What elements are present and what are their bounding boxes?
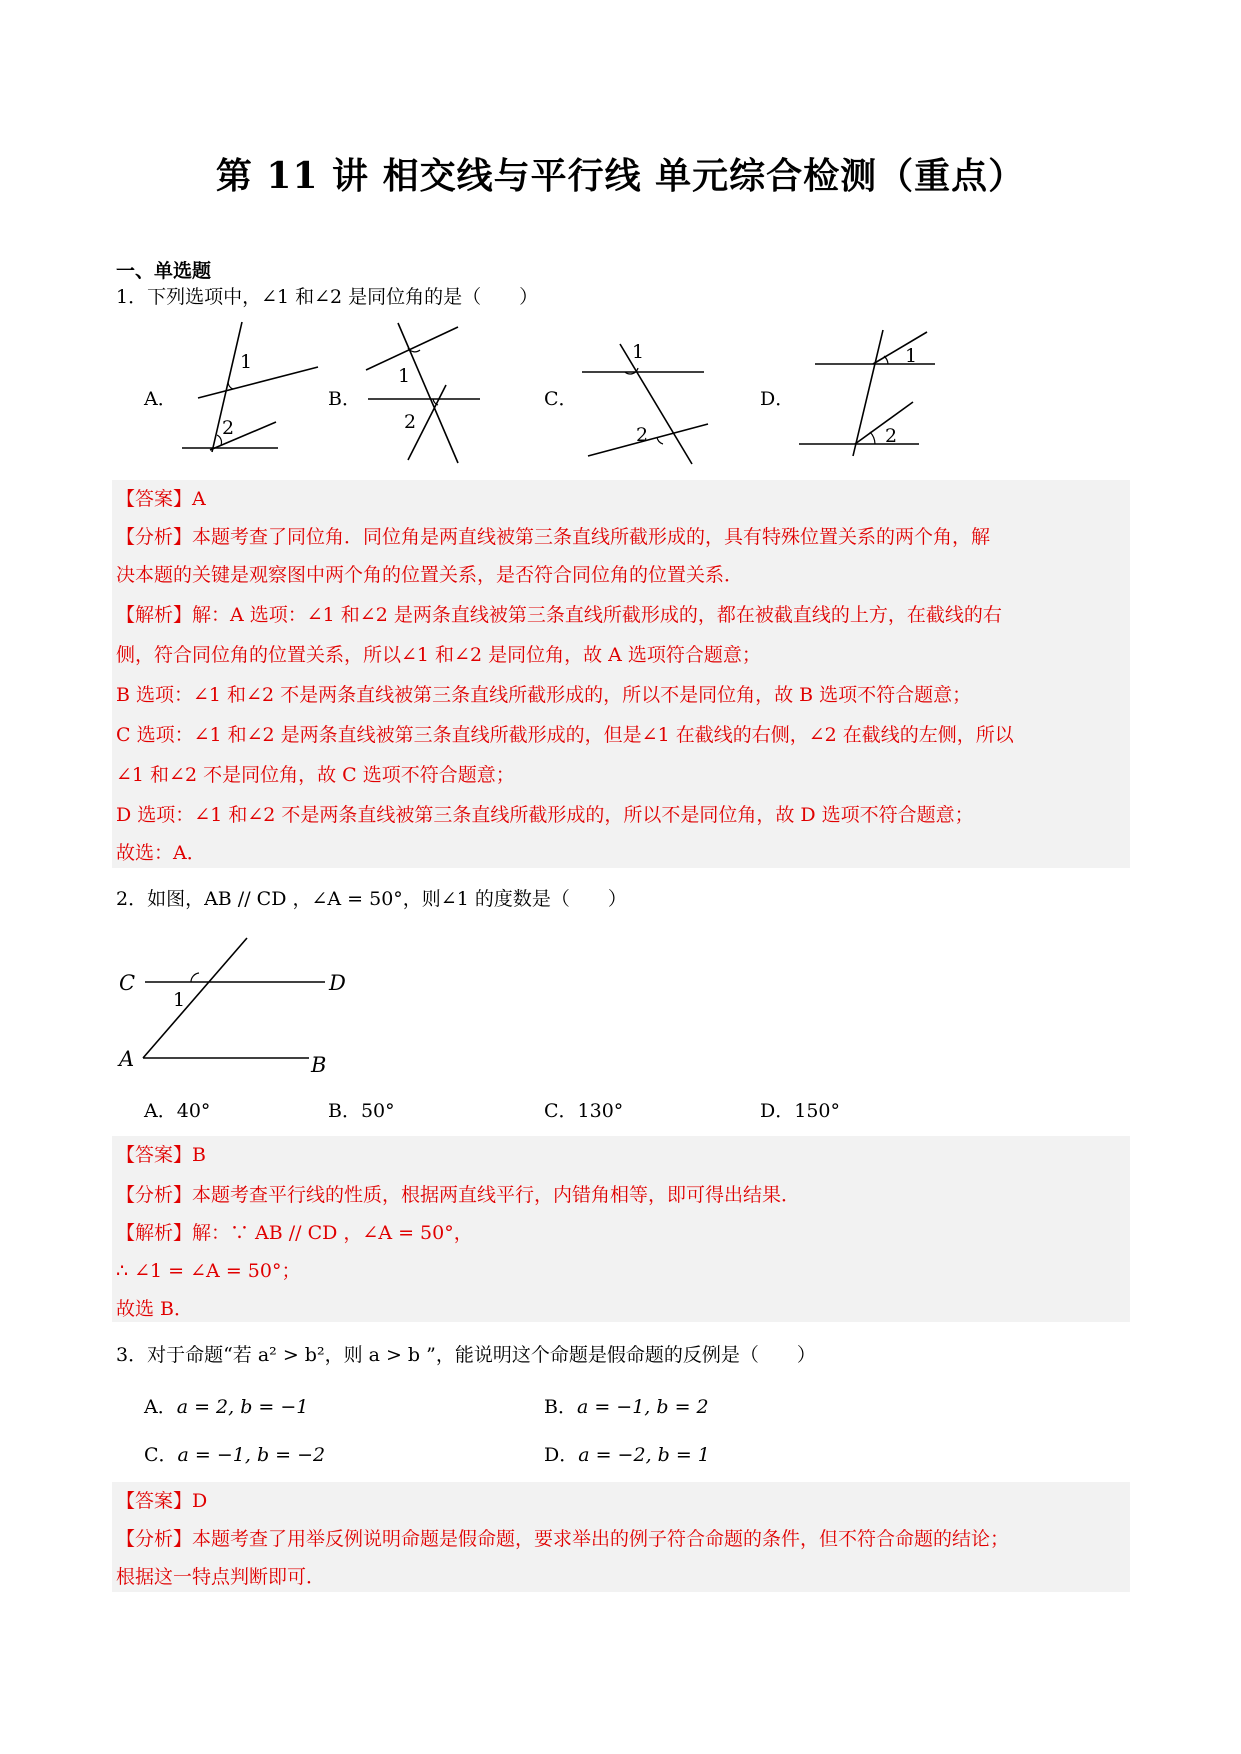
q3-option-b-value: a = −1, b = 2 [576,1396,709,1418]
q1b-label-1: 1 [398,365,411,387]
question-3-stem: 3．对于命题“若 a² > b²，则 a > b ”，能说明这个命题是假命题的反例是（ ） [116,1344,816,1366]
page-title: 第 11 讲 相交线与平行线 单元综合检测（重点） [215,155,1026,197]
q2-option-c[interactable] [544,1096,623,1123]
q3-option-c-value: a = −1, b = −2 [177,1444,326,1466]
q1a-label-2: 2 [222,417,235,439]
q1-figure-c [578,330,728,470]
q2-option-a-label: A． [144,1100,177,1122]
q2-option-d-value: 150° [794,1100,840,1122]
q2-label-d: D [329,971,346,995]
q1-solution-line-6: D 选项：∠1 和∠2 不是两条直线被第三条直线所截形成的，所以不是同位角，故 D 选项不符合题意； [116,804,974,826]
section-heading: 一、单选题 [116,260,212,282]
q2-option-a-value: 40° [176,1100,211,1122]
q2-figure [115,930,375,1080]
q2-option-a[interactable] [144,1096,210,1123]
q1b-label-2: 2 [404,411,417,433]
q1c-label-2: 2 [636,424,649,446]
q1-option-a-label: A． [144,388,177,410]
q3-option-b[interactable] [544,1392,709,1419]
q3-analysis-line-2: 根据这一特点判断即可． [116,1566,326,1588]
q3-analysis-line-1: 【分析】本题考查了用举反例说明命题是假命题，要求举出的例子符合命题的条件，但不符合命题的结论； [116,1528,1010,1550]
question-1-stem: 1．下列选项中，∠1 和∠2 是同位角的是（ ） [116,286,539,308]
q2-option-b-value: 50° [360,1100,395,1122]
q3-option-c[interactable] [144,1440,325,1467]
q2-option-d[interactable] [760,1096,840,1123]
q3-option-b-label: B． [544,1396,577,1418]
q1-solution-line-2: 侧，符合同位角的位置关系，所以∠1 和∠2 是同位角，故 A 选项符合题意； [116,644,761,666]
q1-solution-line-3: B 选项：∠1 和∠2 不是两条直线被第三条直线所截形成的，所以不是同位角，故 B 选项不符合题意； [116,684,972,706]
q3-option-a-label: A． [144,1396,177,1418]
q3-option-d[interactable] [544,1440,710,1467]
q2-option-b-label: B． [328,1100,361,1122]
q3-option-d-label: D． [544,1444,579,1466]
q2-option-b[interactable] [328,1096,395,1123]
q3-option-c-label: C． [144,1444,178,1466]
q1-figure-a [170,310,330,460]
q1-solution-line-7: 故选：A． [116,842,206,864]
q2-option-c-label: C． [544,1100,578,1122]
q3-option-a[interactable] [144,1392,308,1419]
q1-option-b-label: B． [328,388,361,410]
q1-answer: 【答案】A [116,488,206,510]
q1-solution-line-1: 【解析】解：A 选项：∠1 和∠2 是两条直线被第三条直线所截形成的，都在被截直线的上方，在截线的右 [116,604,1002,626]
q1-analysis-line-1: 【分析】本题考查了同位角．同位角是两直线被第三条直线所截形成的，具有特殊位置关系的两个角，解 [116,526,991,548]
q2-option-d-label: D． [760,1100,795,1122]
q2-label-b: B [311,1053,327,1077]
q1c-label-1: 1 [632,341,645,363]
q1-figure-d [795,320,945,460]
q1-solution-line-4: C 选项：∠1 和∠2 是两条直线被第三条直线所截形成的，但是∠1 在截线的右侧，∠2 在截线的左侧，所以 [116,724,1014,746]
q2-label-1: 1 [173,989,186,1011]
q3-answer: 【答案】D [116,1490,208,1512]
q1d-label-1: 1 [905,345,918,367]
q2-analysis: 【分析】本题考查平行线的性质，根据两直线平行，内错角相等，即可得出结果． [116,1184,801,1206]
q1-solution-line-5: ∠1 和∠2 不是同位角，故 C 选项不符合题意； [116,764,515,786]
q2-label-a: A [119,1047,135,1071]
q1a-label-1: 1 [240,351,253,373]
q2-solution-line-2: ∴ ∠1 = ∠A = 50°； [116,1260,301,1282]
q1-option-d-label: D． [760,388,795,410]
q2-option-c-value: 130° [577,1100,624,1122]
question-2-stem: 2．如图，AB // CD ，∠A = 50°，则∠1 的度数是（ ） [116,888,627,910]
q1d-label-2: 2 [885,425,898,447]
q1-option-c-label: C． [544,388,578,410]
q1-figure-b [358,315,488,465]
q1-analysis-line-2: 决本题的关键是观察图中两个角的位置关系，是否符合同位角的位置关系． [116,564,744,586]
q3-option-d-value: a = −2, b = 1 [578,1444,710,1466]
q2-solution-line-3: 故选 B． [116,1298,194,1320]
q2-answer: 【答案】B [116,1144,206,1166]
q2-solution-line-1: 【解析】解：∵ AB // CD ，∠A = 50°， [116,1222,473,1244]
q2-label-c: C [119,971,136,995]
q3-option-a-value: a = 2, b = −1 [176,1396,309,1418]
